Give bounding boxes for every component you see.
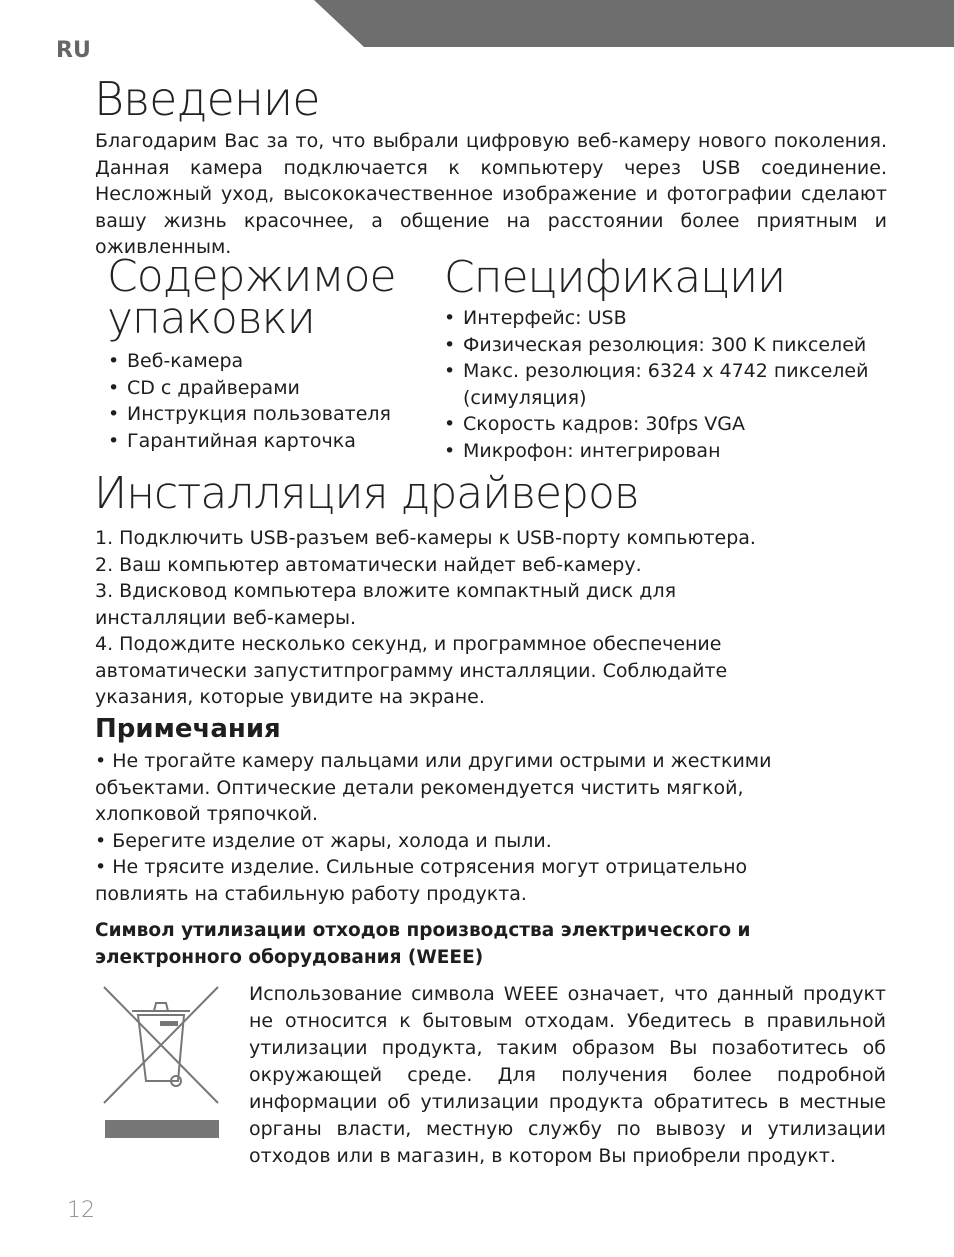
list-item: • Скорость кадров: 30fps VGA — [444, 411, 884, 438]
list-item: • Физическая резолюция: 300 K пикселей — [444, 332, 884, 359]
note-item: • Не трогайте камеру пальцами или другими острыми и жесткими объектами. Оптические детали рекомендуется чистить мягкой, хлопковой тряпочкой. — [95, 750, 772, 825]
contents-title-line1: Содержимое — [107, 251, 396, 302]
install-step: 3. Вдисковод компьютера вложите компактный диск для инсталляции веб-камеры. — [95, 580, 677, 629]
specs-title: Спецификации — [444, 252, 786, 303]
weee-bar — [105, 1120, 219, 1138]
language-label: RU — [56, 38, 91, 63]
install-step: 1. Подключить USB-разъем веб-камеры к USB-порту компьютера. — [95, 527, 756, 549]
list-item: • Микрофон: интегрирован — [444, 438, 884, 465]
contents-title — [107, 251, 396, 344]
intro-text: Благодарим Вас за то, что выбрали цифровую веб-камеру нового поколения. Данная камера подключается к компьютеру через USB соединение. Несложный уход, высококачественное изображение и фотографии сделают вашу жизнь красочнее, а общение на расстоянии более приятным и оживленным. — [95, 130, 887, 258]
install-step: 2. Ваш компьютер автоматически найдет веб-камеру. — [95, 553, 642, 576]
contents-list — [108, 348, 418, 454]
list-item: • Макс. резолюция: 6324 x 4742 пикселей (симуляция) — [444, 358, 884, 411]
specs-list — [444, 305, 884, 464]
note-item: • Не трясите изделие. Сильные сотрясения могут отрицательно повлиять на стабильную работу продукта. — [95, 856, 748, 905]
list-item: • Веб-камера — [108, 348, 418, 375]
install-title: Инсталляция драйверов — [94, 468, 639, 519]
note-item: • Берегите изделие от жары, холода и пыли. — [95, 829, 552, 852]
list-item: • Интерфейс: USB — [444, 305, 884, 332]
page-number: 12 — [67, 1198, 95, 1223]
intro-title: Введение — [94, 72, 320, 126]
list-item: • CD с драйверами — [108, 375, 418, 402]
header-corner-tab — [314, 0, 954, 47]
list-item: • Гарантийная карточка — [108, 428, 418, 455]
install-step: 4. Подождите несколько секунд, и программное обеспечение автоматически запуститпрограмму инсталляции. Соблюдайте указания, которые увидите на экране. — [95, 633, 728, 708]
weee-title: Символ утилизации отходов производства электрического и электронного оборудования (WEEE) — [95, 920, 751, 968]
weee-text: Использование символа WEEE означает, что данный продукт не относится к бытовым отходам. Убедитесь в правильной утилизации продукта, таким образом Вы позаботитесь об окружающей среде. Для получения более подробной информации об утилизации продукта обратитесь в местные органы власти, местную службу по вывозу и утилизации отходов или в магазин, в котором Вы приобрели продукт. — [249, 983, 886, 1167]
notes-title: Примечания — [95, 714, 281, 744]
list-item: • Инструкция пользователя — [108, 401, 418, 428]
install-steps — [95, 525, 775, 711]
notes-list — [95, 748, 775, 907]
contents-title-line2: упаковки — [107, 293, 315, 344]
crossed-out-wheelie-bin-icon — [102, 985, 220, 1140]
